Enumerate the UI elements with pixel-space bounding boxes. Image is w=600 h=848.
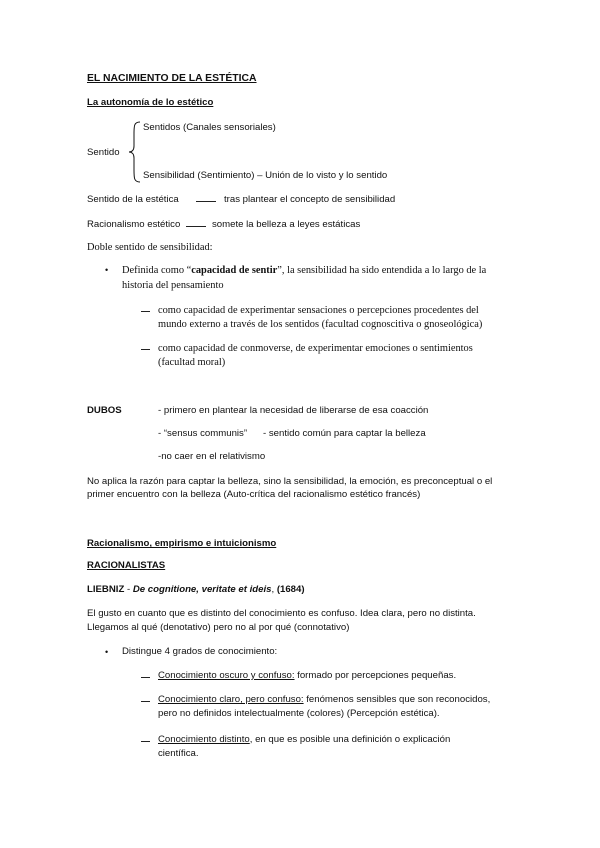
grado-1 <box>158 670 456 682</box>
paragraph-1-line-1: No aplica la razón para captar la belleza, sino la sensibilidad, la emoción, es preconceptual o el <box>87 476 493 487</box>
grado-3-term: Conocimiento distinto <box>158 734 250 745</box>
definida-text-bold: capacidad de sentir <box>191 265 278 276</box>
leibniz-year: (1684) <box>276 584 305 595</box>
leibniz-comma: , <box>271 584 277 595</box>
grado-3-line-2: científica. <box>158 748 199 759</box>
grado-2-line-2: pero no definidos intelectualmente (colores) (Percepción estética). <box>158 708 440 719</box>
grado-1-rest: formado por percepciones pequeñas. <box>294 670 457 681</box>
paragraph-2-line-1: El gusto en cuanto que es distinto del conocimiento es confuso. Idea clara, pero no distinta. <box>87 608 476 619</box>
racionalistas-heading: RACIONALISTAS <box>87 560 166 571</box>
leibniz-sep: - <box>124 584 133 595</box>
estetica-line-right: tras plantear el concepto de sensibilidad <box>224 194 396 205</box>
definida-text-a: Definida como “ <box>122 265 192 276</box>
leibniz-heading <box>87 584 305 596</box>
dubos-item-3: -no caer en el relativismo <box>158 451 266 462</box>
long-dash-icon <box>196 201 216 202</box>
bullet-icon: • <box>105 265 109 275</box>
grado-2-rest: fenómenos sensibles que son reconocidos, <box>303 694 491 705</box>
grado-2 <box>158 694 490 706</box>
sub2-line-1: como capacidad de conmoverse, de experimentar emociones o sentimientos <box>158 343 473 354</box>
doble-sentido-heading: Doble sentido de sensibilidad: <box>87 242 213 253</box>
grado-3-rest: , en que es posible una definición o explicación <box>249 734 451 745</box>
grados-text: Distingue 4 grados de conocimiento: <box>122 646 278 657</box>
dash-icon <box>141 349 150 350</box>
racionalismo-line-right: somete la belleza a leyes estáticas <box>212 219 361 230</box>
sub1-line-1: como capacidad de experimentar sensaciones o percepciones procedentes del <box>158 305 479 316</box>
leibniz-name: LIEBNIZ <box>87 584 125 595</box>
dash-icon <box>141 701 150 702</box>
curly-brace-icon <box>128 120 142 184</box>
section-heading-racionalismo: Racionalismo, empirismo e intuicionismo <box>87 538 277 549</box>
dash-icon <box>141 741 150 742</box>
dash-icon <box>141 311 150 312</box>
definida-line-2: historia del pensamiento <box>122 280 224 291</box>
bullet-icon: • <box>105 647 109 657</box>
grado-1-term: Conocimiento oscuro y confuso: <box>158 670 295 681</box>
dash-icon <box>141 677 150 678</box>
racionalismo-line-left: Racionalismo estético <box>87 219 181 230</box>
page-title: EL NACIMIENTO DE LA ESTÉTICA <box>87 73 257 84</box>
definida-text-c: ”, la sensibilidad ha sido entendida a lo largo de la <box>277 265 487 276</box>
paragraph-1-line-2: primer encuentro con la belleza (Auto-crítica del racionalismo estético francés) <box>87 489 421 500</box>
sentido-branch-sentidos: Sentidos (Canales sensoriales) <box>143 122 276 133</box>
sub2-line-2: (facultad moral) <box>158 357 226 368</box>
grado-3 <box>158 734 450 746</box>
dubos-item-2a: - “sensus communis” <box>158 428 248 439</box>
section-heading-autonomia: La autonomía de lo estético <box>87 97 214 108</box>
dubos-item-1: - primero en plantear la necesidad de liberarse de esa coacción <box>158 405 429 416</box>
definida-line-1 <box>122 264 486 277</box>
dubos-item-2b: - sentido común para captar la belleza <box>263 428 426 439</box>
paragraph-2-line-2: Llegamos al qué (denotativo) pero no al por qué (connotativo) <box>87 622 350 633</box>
long-dash-icon <box>186 226 206 227</box>
leibniz-work: De cognitione, veritate et ideis <box>132 584 272 595</box>
grado-2-term: Conocimiento claro, pero confuso: <box>158 694 304 705</box>
sentido-branch-sensibilidad: Sensibilidad (Sentimiento) – Unión de lo visto y lo sentido <box>143 170 388 181</box>
estetica-line-left: Sentido de la estética <box>87 194 179 205</box>
sentido-label: Sentido <box>87 147 120 158</box>
sub1-line-2: mundo externo a través de los sentidos (facultad cognoscitiva o gnoseológica) <box>158 319 483 330</box>
dubos-label: DUBOS <box>87 405 122 416</box>
